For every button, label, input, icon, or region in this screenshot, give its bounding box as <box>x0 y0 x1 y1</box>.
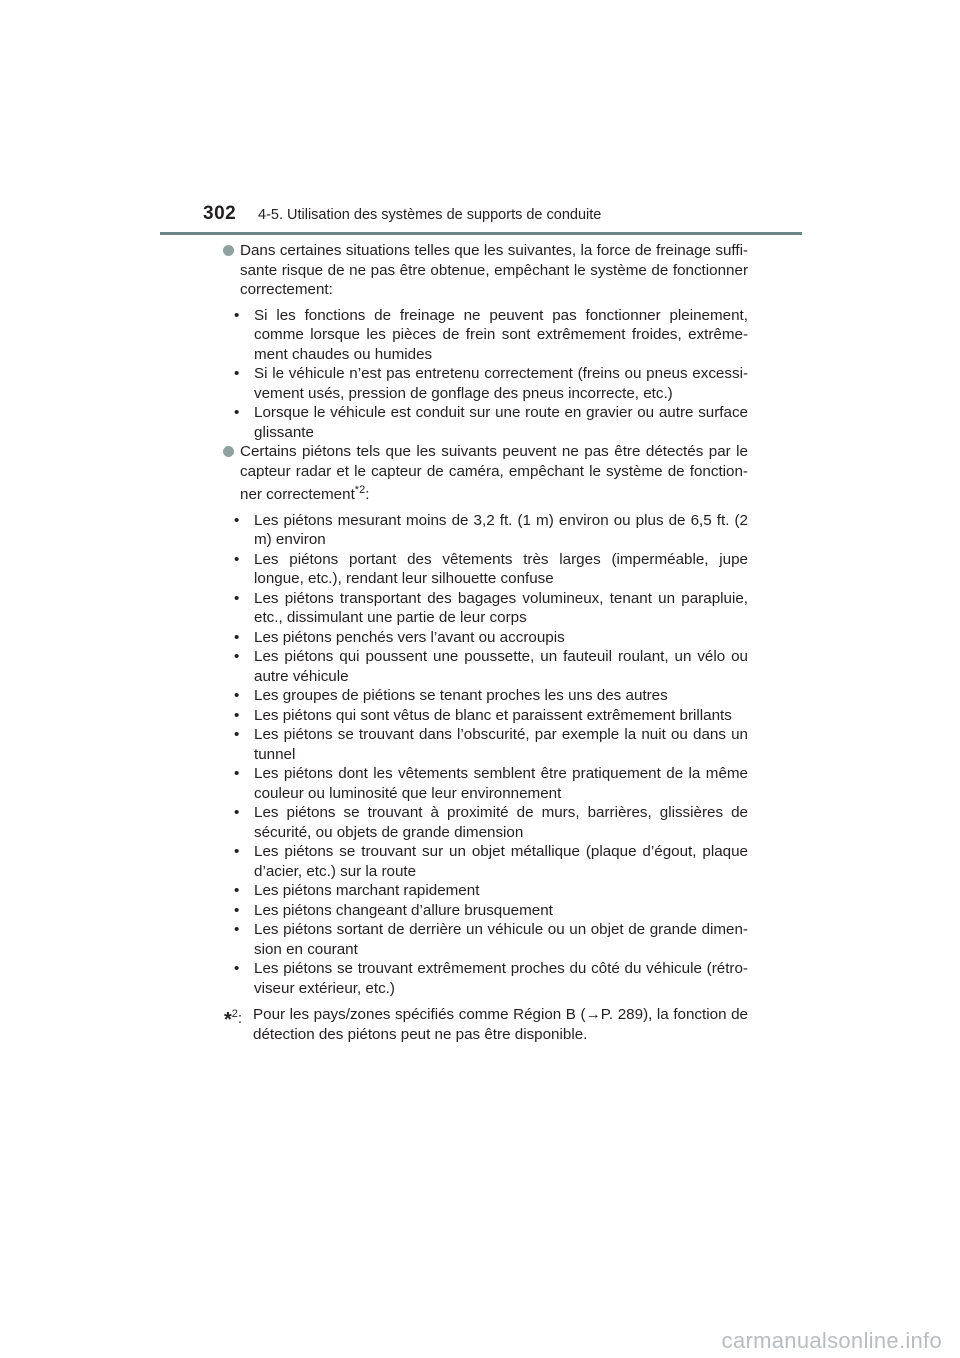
braking-conditions-section <box>222 241 748 442</box>
list-item: • Les piétons transportant des bagages volumineux, tenant un parapluie, etc., dissimulant une partie de leur corps <box>234 589 748 626</box>
list-item: • Les groupes de piétions se tenant proches les uns des autres <box>234 687 668 704</box>
pedestrian-detection-section <box>222 442 748 998</box>
footnote-mark: *$^2$: <box>224 1008 243 1031</box>
header-rule <box>160 232 802 235</box>
dash-bullet-icon: • <box>234 901 240 919</box>
list-item: • Les piétons dont les vêtements semblent être pratiquement de la même couleur ou luminosité que leur environnement <box>234 765 748 802</box>
list-item: • Si les fonctions de freinage ne peuvent pas fonctionner pleinement, comme lorsque les pièces de frein sont extrêmement froides, extrême-ment chaudes ou humides <box>234 306 748 363</box>
dash-bullet-icon: • <box>234 921 240 938</box>
dash-bullet-icon: • <box>234 648 240 665</box>
footnote <box>222 1005 748 1044</box>
braking-conditions-intro <box>222 241 748 300</box>
dash-bullet-icon: • <box>234 589 240 607</box>
dash-bullet-icon: • <box>234 365 240 382</box>
dash-bullet-icon: • <box>234 960 240 977</box>
list-item: • Les piétons qui sont vêtus de blanc et paraissent extrêmement brillants <box>234 706 732 724</box>
dash-bullet-icon: • <box>234 765 240 782</box>
dash-bullet-icon: • <box>234 404 240 421</box>
dash-bullet-icon: • <box>234 628 240 646</box>
dash-bullet-icon: • <box>234 726 240 743</box>
list-item: • Les piétons se trouvant extrêmement proches du côté du véhicule (rétro-viseur extérieur, etc.) <box>234 960 748 997</box>
dash-bullet-icon: • <box>234 550 240 568</box>
section-title: 4-5. Utilisation des systèmes de supports de conduite <box>258 207 602 223</box>
list-item: • Les piétons qui poussent une poussette, un fauteuil roulant, un vélo ou autre véhicule <box>234 648 748 685</box>
watermark-logo: carmanualsonline.info <box>721 1328 942 1353</box>
list-item: • Les piétons sortant de derrière un véhicule ou un objet de grande dimen-sion en courant <box>234 921 748 958</box>
dash-bullet-icon: • <box>234 804 240 821</box>
round-bullet-icon <box>223 245 234 256</box>
dash-bullet-icon: • <box>234 687 240 704</box>
braking-conditions-list <box>222 306 748 443</box>
list-item: • Les piétons portant des vêtements très larges (imperméable, jupe longue, etc.), rendant leur silhouette confuse <box>234 550 748 587</box>
dash-bullet-icon: • <box>234 706 240 724</box>
dash-bullet-icon: • <box>234 843 240 860</box>
list-item: • Les piétons penchés vers l’avant ou accroupis <box>234 628 565 646</box>
pedestrian-detection-intro-text: Certains piétons tels que les suivants peuvent ne pas être détectés par le capteur radar et le capteur de caméra, empêchant le système de fonction-ner correctement <box>240 443 748 503</box>
list-item: • Les piétons se trouvant dans l’obscurité, par exemple la nuit ou dans un tunnel <box>234 726 748 763</box>
dash-bullet-icon: • <box>234 882 240 899</box>
pedestrian-detection-list <box>222 511 748 999</box>
dash-bullet-icon: • <box>234 306 240 324</box>
list-item: • Les piétons changeant d’allure brusquement <box>234 901 553 919</box>
list-item: • Si le véhicule n’est pas entretenu correctement (freins ou pneus excessi-vement usés, pression de gonflage des pneus incorrecte, etc.) <box>234 365 748 402</box>
footnote-text: Pour les pays/zones spécifiés comme Région B (→P. 289), la fonction de détection des piétons peut ne pas être disponible. <box>253 1006 748 1043</box>
list-item: • Lorsque le véhicule est conduit sur une route en gravier ou autre surface glissante <box>234 404 748 441</box>
pedestrian-detection-intro: Certains piétons tels que les suivants peuvent ne pas être détectés par le capteur radar et le capteur de caméra, empêchant le système de fonction-ner correctement$^{*2}$: <box>222 442 748 505</box>
list-item: • Les piétons se trouvant sur un objet métallique (plaque d’égout, plaque d’acier, etc.) sur la route <box>234 843 748 880</box>
list-item: • Les piétons mesurant moins de 3,2 ft. (1 m) environ ou plus de 6,5 ft. (2 m) environ <box>234 511 748 548</box>
dash-bullet-icon: • <box>234 511 240 529</box>
list-item: • Les piétons marchant rapidement <box>234 882 480 899</box>
footnote-reference: *2 <box>354 484 366 496</box>
braking-conditions-intro-text: Dans certaines situations telles que les suivantes, la force de freinage suffi-sante risque de ne pas être obtenue, empêchant le système de fonctionner correctement: <box>240 242 748 298</box>
list-item: • Les piétons se trouvant à proximité de murs, barrières, glissières de sécurité, ou objets de grande dimension <box>234 804 748 841</box>
page-number: 302 <box>203 203 237 224</box>
round-bullet-icon <box>223 446 234 457</box>
page-content <box>222 241 748 1044</box>
